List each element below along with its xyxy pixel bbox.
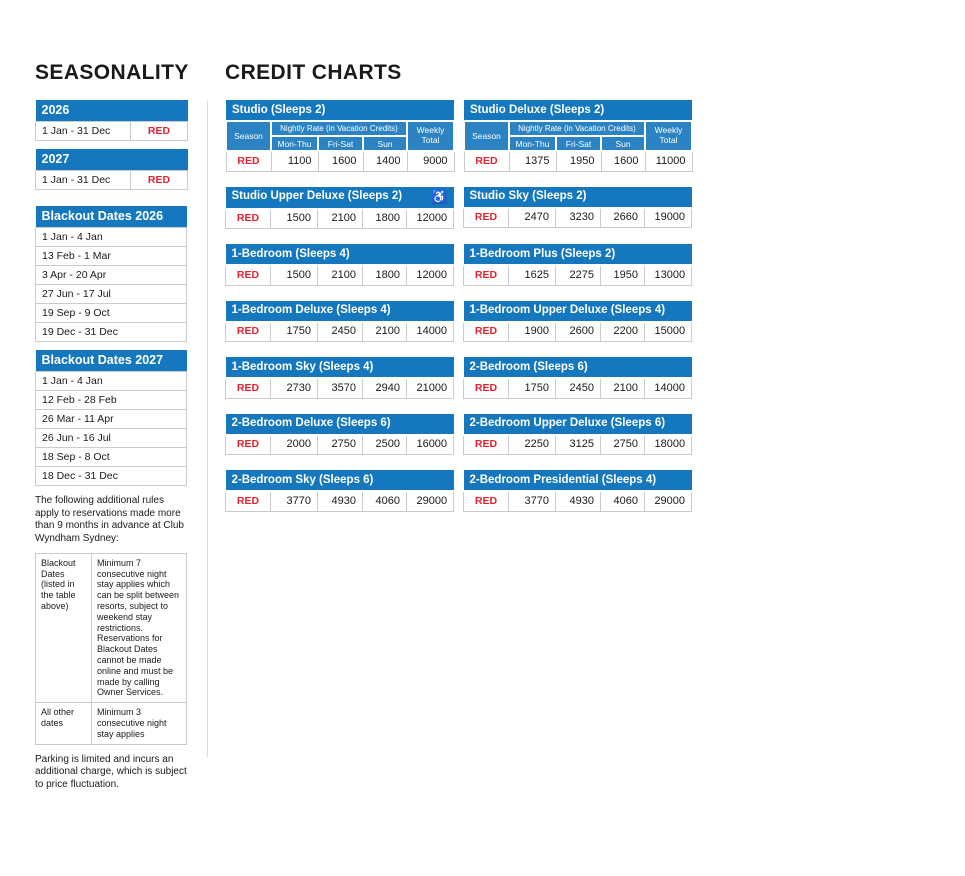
sun-rate: 2200 — [601, 322, 645, 342]
credit-table-title — [226, 187, 454, 209]
mon-thu-header: Mon-Thu — [509, 136, 556, 151]
weekly-total-header: Weekly Total — [645, 121, 692, 151]
mon-thu-rate: 1750 — [509, 378, 556, 398]
season-badge: RED — [226, 491, 271, 511]
season-table-2027 — [35, 149, 188, 190]
weekly-total: 9000 — [407, 151, 454, 171]
season-badge: RED — [464, 491, 509, 511]
mon-thu-rate: 3770 — [271, 491, 318, 511]
rule-label: All other dates — [36, 703, 92, 744]
season-column-header: Season — [464, 121, 509, 151]
season-badge: RED — [226, 322, 271, 342]
credit-charts-grid — [225, 100, 691, 512]
table-row — [36, 228, 187, 247]
blackout-dates-2027-table — [35, 350, 187, 486]
credit-table-2-bedroom-deluxe — [225, 414, 454, 456]
table-row — [36, 448, 187, 467]
fri-sat-rate: 3570 — [318, 378, 363, 398]
blackout-date-range: 1 Jan - 4 Jan — [36, 228, 187, 247]
table-row — [226, 151, 454, 171]
table-row — [464, 208, 692, 228]
credit-table-title: 2-Bedroom Deluxe (Sleeps 6) — [226, 414, 454, 435]
blackout-date-range: 1 Jan - 4 Jan — [36, 372, 187, 391]
blackout-date-range: 12 Feb - 28 Feb — [36, 391, 187, 410]
mon-thu-rate: 1500 — [271, 209, 318, 229]
blackout-date-range: 3 Apr - 20 Apr — [36, 266, 187, 285]
table-row — [464, 151, 692, 171]
fri-sat-rate: 3125 — [556, 435, 601, 455]
table-row — [464, 378, 692, 398]
credit-table-2-bedroom — [463, 357, 692, 399]
table-row — [36, 372, 187, 391]
blackout-date-range: 13 Feb - 1 Mar — [36, 247, 187, 266]
sun-rate: 1950 — [601, 265, 645, 285]
sun-rate: 2100 — [363, 322, 407, 342]
season-badge: RED — [131, 171, 188, 190]
season-badge: RED — [464, 435, 509, 455]
mon-thu-header: Mon-Thu — [271, 136, 318, 151]
season-badge: RED — [464, 151, 509, 171]
sun-rate: 1600 — [601, 151, 645, 171]
weekly-total: 18000 — [645, 435, 692, 455]
table-row — [36, 553, 187, 702]
table-row — [36, 171, 188, 190]
credit-table-1-bedroom-sky — [225, 357, 454, 399]
weekly-total: 12000 — [407, 265, 454, 285]
fri-sat-rate: 2750 — [318, 435, 363, 455]
season-badge: RED — [464, 322, 509, 342]
table-row — [226, 209, 454, 229]
rule-value: Minimum 3 consecutive night stay applies — [92, 703, 187, 744]
season-badge: RED — [226, 151, 271, 171]
mon-thu-rate: 1900 — [509, 322, 556, 342]
table-row — [464, 435, 692, 455]
sun-rate: 4060 — [601, 491, 645, 511]
mon-thu-rate: 1625 — [509, 265, 556, 285]
season-badge: RED — [226, 435, 271, 455]
sun-rate: 2660 — [601, 208, 645, 228]
fri-sat-header: Fri-Sat — [556, 136, 601, 151]
mon-thu-rate: 2470 — [509, 208, 556, 228]
weekly-total: 14000 — [407, 322, 454, 342]
weekly-total: 19000 — [645, 208, 692, 228]
seasonality-heading: SEASONALITY — [35, 61, 189, 84]
season-badge: RED — [226, 265, 271, 285]
fri-sat-header: Fri-Sat — [318, 136, 363, 151]
credit-table-studio-upper-deluxe — [225, 187, 454, 230]
sun-rate: 2750 — [601, 435, 645, 455]
mon-thu-rate: 1750 — [271, 322, 318, 342]
credit-table-1-bedroom-upper-deluxe — [463, 301, 692, 343]
weekly-total: 15000 — [645, 322, 692, 342]
column-divider — [207, 100, 208, 757]
weekly-total: 13000 — [645, 265, 692, 285]
fri-sat-rate: 2100 — [318, 209, 363, 229]
table-row — [226, 322, 454, 342]
table-row — [226, 265, 454, 285]
credit-table-title: Studio (Sleeps 2) — [226, 100, 454, 121]
table-row — [36, 304, 187, 323]
mon-thu-rate: 2000 — [271, 435, 318, 455]
table-row — [226, 491, 454, 511]
sun-rate: 2500 — [363, 435, 407, 455]
blackout-date-range: 18 Dec - 31 Dec — [36, 467, 187, 486]
parking-note: Parking is limited and incurs an additional charge, which is subject to price fluctuation. — [35, 753, 187, 790]
sun-rate: 4060 — [363, 491, 407, 511]
seasonality-section — [35, 60, 187, 792]
nightly-rate-header: Nightly Rate (in Vacation Credits) — [509, 121, 645, 136]
credit-table-title: Studio Sky (Sleeps 2) — [464, 187, 692, 208]
season-badge: RED — [131, 122, 188, 141]
mon-thu-rate: 2730 — [271, 378, 318, 398]
wheelchair-icon: ♿ — [431, 188, 448, 204]
table-row — [464, 491, 692, 511]
fri-sat-rate: 2600 — [556, 322, 601, 342]
credit-table-title-text: Studio Upper Deluxe (Sleeps 2) — [231, 189, 403, 202]
season-badge: RED — [226, 378, 271, 398]
fri-sat-rate: 2450 — [318, 322, 363, 342]
mon-thu-rate: 1375 — [509, 151, 556, 171]
weekly-total: 29000 — [645, 491, 692, 511]
sun-rate: 1800 — [363, 209, 407, 229]
mon-thu-rate: 3770 — [509, 491, 556, 511]
credit-table-title: 1-Bedroom Upper Deluxe (Sleeps 4) — [464, 301, 692, 322]
date-range: 1 Jan - 31 Dec — [36, 171, 131, 190]
blackout-dates-2026-table — [35, 206, 187, 342]
mon-thu-rate: 1100 — [271, 151, 318, 171]
credit-table-title: 2-Bedroom Sky (Sleeps 6) — [226, 470, 454, 491]
blackout-2026-title: Blackout Dates 2026 — [36, 206, 187, 228]
credit-table-studio-sky — [463, 187, 692, 229]
credit-table-title: 1-Bedroom (Sleeps 4) — [226, 244, 454, 265]
blackout-date-range: 19 Sep - 9 Oct — [36, 304, 187, 323]
table-row — [36, 247, 187, 266]
fri-sat-rate: 1600 — [318, 151, 363, 171]
rule-label: Blackout Dates (listed in the table above) — [36, 553, 92, 702]
credit-table-studio — [225, 100, 455, 172]
table-row — [36, 266, 187, 285]
blackout-date-range: 26 Jun - 16 Jul — [36, 429, 187, 448]
table-row — [464, 322, 692, 342]
season-table-2027-title: 2027 — [36, 149, 188, 171]
table-row — [464, 265, 692, 285]
season-badge: RED — [226, 209, 271, 229]
mon-thu-rate: 1500 — [271, 265, 318, 285]
fri-sat-rate: 3230 — [556, 208, 601, 228]
table-row — [36, 703, 187, 744]
fri-sat-rate: 1950 — [556, 151, 601, 171]
credit-table-studio-deluxe — [463, 100, 693, 172]
credit-table-title: 2-Bedroom (Sleeps 6) — [464, 357, 692, 378]
weekly-total: 16000 — [407, 435, 454, 455]
fri-sat-rate: 4930 — [318, 491, 363, 511]
credit-table-1-bedroom — [225, 244, 454, 286]
sun-rate: 1400 — [363, 151, 407, 171]
table-row — [36, 122, 188, 141]
credit-table-2-bedroom-presidential — [463, 470, 692, 512]
season-badge: RED — [464, 265, 509, 285]
weekly-total: 14000 — [645, 378, 692, 398]
fri-sat-rate: 2100 — [318, 265, 363, 285]
sun-rate: 2940 — [363, 378, 407, 398]
credit-table-2-bedroom-sky — [225, 470, 454, 512]
fri-sat-rate: 4930 — [556, 491, 601, 511]
sun-rate: 2100 — [601, 378, 645, 398]
weekly-total: 12000 — [407, 209, 454, 229]
mon-thu-rate: 2250 — [509, 435, 556, 455]
table-row — [36, 429, 187, 448]
additional-rules-table — [35, 553, 187, 745]
credit-table-title: 2-Bedroom Upper Deluxe (Sleeps 6) — [464, 414, 692, 435]
season-badge: RED — [464, 208, 509, 228]
weekly-total: 11000 — [645, 151, 692, 171]
credit-table-2-bedroom-upper-deluxe — [463, 414, 692, 456]
credit-table-title: Studio Deluxe (Sleeps 2) — [464, 100, 692, 121]
additional-rules-intro: The following additional rules apply to reservations made more than 9 months in advance at Club Wyndham Sydney: — [35, 495, 184, 545]
credit-table-title: 1-Bedroom Sky (Sleeps 4) — [226, 357, 454, 378]
season-column-header: Season — [226, 121, 271, 151]
credit-table-title: 1-Bedroom Deluxe (Sleeps 4) — [226, 301, 454, 322]
weekly-total: 29000 — [407, 491, 454, 511]
credit-table-1-bedroom-plus — [463, 244, 692, 286]
weekly-total-header: Weekly Total — [407, 121, 454, 151]
blackout-2027-title: Blackout Dates 2027 — [36, 350, 187, 372]
blackout-date-range: 19 Dec - 31 Dec — [36, 323, 187, 342]
table-row — [36, 410, 187, 429]
blackout-date-range: 18 Sep - 8 Oct — [36, 448, 187, 467]
table-row — [36, 323, 187, 342]
sun-header: Sun — [601, 136, 645, 151]
sun-rate: 1800 — [363, 265, 407, 285]
rule-value: Minimum 7 consecutive night stay applies which can be split between resorts, subject to weekend stay restrictions. Reservations for Blackout Dates cannot be made online and must be made by calling Owner Services. — [92, 553, 187, 702]
weekly-total: 21000 — [407, 378, 454, 398]
date-range: 1 Jan - 31 Dec — [36, 122, 131, 141]
season-table-2026 — [35, 100, 188, 141]
table-row — [36, 285, 187, 304]
season-table-2026-title: 2026 — [36, 100, 188, 122]
table-row — [36, 391, 187, 410]
credit-table-title: 2-Bedroom Presidential (Sleeps 4) — [464, 470, 692, 491]
credit-table-title: 1-Bedroom Plus (Sleeps 2) — [464, 244, 692, 265]
table-row — [226, 378, 454, 398]
fri-sat-rate: 2450 — [556, 378, 601, 398]
credit-charts-heading: CREDIT CHARTS — [225, 61, 402, 84]
blackout-date-range: 26 Mar - 11 Apr — [36, 410, 187, 429]
credit-table-1-bedroom-deluxe — [225, 301, 454, 343]
blackout-date-range: 27 Jun - 17 Jul — [36, 285, 187, 304]
credit-charts-section — [225, 60, 691, 512]
table-row — [226, 435, 454, 455]
fri-sat-rate: 2275 — [556, 265, 601, 285]
sun-header: Sun — [363, 136, 407, 151]
table-row — [36, 467, 187, 486]
season-badge: RED — [464, 378, 509, 398]
nightly-rate-header: Nightly Rate (in Vacation Credits) — [271, 121, 407, 136]
